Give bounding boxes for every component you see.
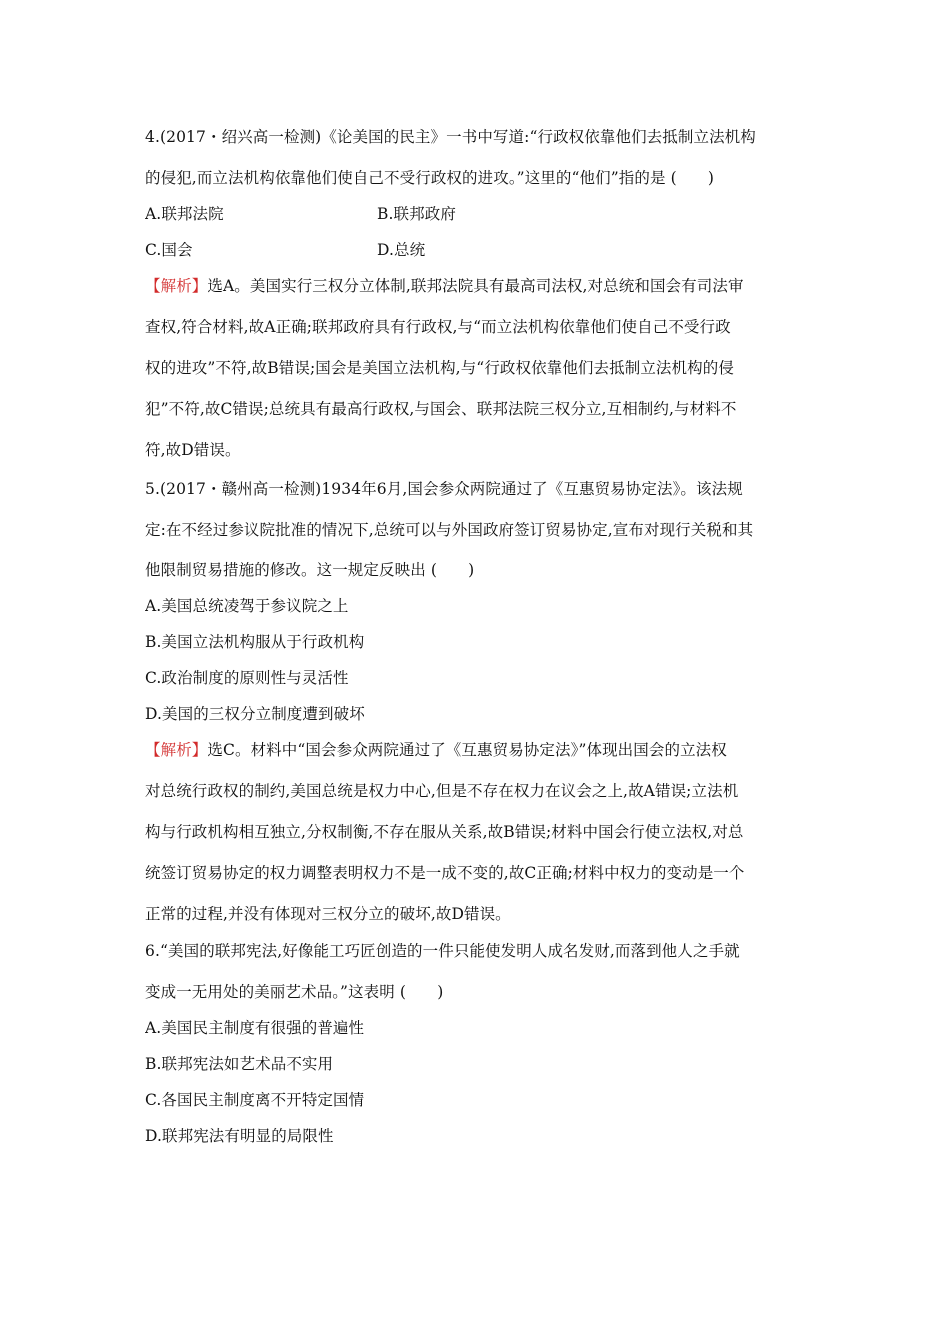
q5-analysis-line-2: 对总统行政权的制约,美国总统是权力中心,但是不存在权力在议会之上,故A错误;立法机 <box>145 782 739 800</box>
q4-options-row-2 <box>145 239 815 261</box>
q5-analysis-line-3: 构与行政机构相互独立,分权制衡,不存在服从关系,故B错误;材料中国会行使立法权,对总 <box>145 823 744 841</box>
q4-option-c: C.国会 <box>145 241 193 259</box>
q4-options-row-1 <box>145 203 815 225</box>
q4-analysis-line-4: 犯”不符,故C错误;总统具有最高行政权,与国会、联邦法院三权分立,互相制约,与材料不 <box>145 400 737 418</box>
q4-option-b: B.联邦政府 <box>377 205 456 223</box>
q4-analysis-line-2: 查权,符合材料,故A正确;联邦政府具有行政权,与“而立法机构依靠他们使自己不受行政 <box>145 318 731 336</box>
q6-option-c: C.各国民主制度离不开特定国情 <box>145 1091 365 1109</box>
q5-analysis-text-1: 选C。材料中“国会参众两院通过了《互惠贸易协定法》”体现出国会的立法权 <box>207 741 727 759</box>
q5-analysis-line-5: 正常的过程,并没有体现对三权分立的破坏,故D错误。 <box>145 905 511 923</box>
q4-stem-line-2: 的侵犯,而立法机构依靠他们使自己不受行政权的进攻。”这里的“他们”指的是 ( ) <box>145 169 715 187</box>
q4-analysis-line-3: 权的进攻”不符,故B错误;国会是美国立法机构,与“行政权依靠他们去抵制立法机构的侵 <box>145 359 734 377</box>
q5-option-c: C.政治制度的原则性与灵活性 <box>145 669 349 687</box>
q4-stem-line-1: 4.(2017・绍兴高一检测)《论美国的民主》一书中写道:“行政权依靠他们去抵制立法机构 <box>145 128 756 146</box>
q4-analysis-line-1 <box>145 275 815 297</box>
q5-stem-line-2: 定:在不经过参议院批准的情况下,总统可以与外国政府签订贸易协定,宣布对现行关税和其 <box>145 521 754 539</box>
q4-analysis-text-1: 选A。美国实行三权分立体制,联邦法院具有最高司法权,对总统和国会有司法审 <box>207 277 744 295</box>
q6-stem-line-1: 6.“美国的联邦宪法,好像能工巧匠创造的一件只能使发明人成名发财,而落到他人之手就 <box>145 942 740 960</box>
q4-option-d: D.总统 <box>377 241 426 259</box>
q5-analysis-line-1 <box>145 739 815 761</box>
q5-option-d: D.美国的三权分立制度遭到破坏 <box>145 705 365 723</box>
q5-stem-line-1: 5.(2017・赣州高一检测)1934年6月,国会参众两院通过了《互惠贸易协定法》。该法规 <box>145 480 743 498</box>
q5-stem-line-3: 他限制贸易措施的修改。这一规定反映出 ( ) <box>145 561 475 579</box>
q6-option-d: D.联邦宪法有明显的局限性 <box>145 1127 334 1145</box>
q4-analysis-line-5: 符,故D错误。 <box>145 441 241 459</box>
q5-analysis-line-4: 统签订贸易协定的权力调整表明权力不是一成不变的,故C正确;材料中权力的变动是一个 <box>145 864 745 882</box>
q6-option-a: A.美国民主制度有很强的普遍性 <box>145 1019 365 1037</box>
q5-analysis-tag: 【解析】 <box>145 741 208 759</box>
q4-option-a: A.联邦法院 <box>145 205 224 223</box>
q6-option-b: B.联邦宪法如艺术品不实用 <box>145 1055 334 1073</box>
q4-analysis-tag: 【解析】 <box>145 277 208 295</box>
q5-option-a: A.美国总统凌驾于参议院之上 <box>145 597 349 615</box>
q6-stem-line-2: 变成一无用处的美丽艺术品。”这表明 ( ) <box>145 983 444 1001</box>
q5-option-b: B.美国立法机构服从于行政机构 <box>145 633 365 651</box>
